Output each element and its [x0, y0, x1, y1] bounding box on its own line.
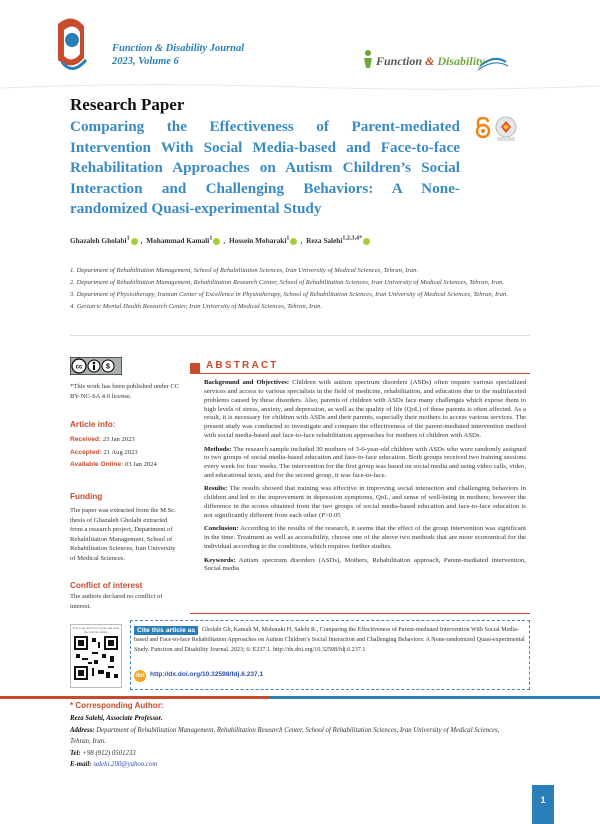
conflict-heading: Conflict of interest	[70, 581, 143, 590]
paper-type: Research Paper	[70, 95, 185, 114]
online-date: Available Online: 03 Jan 2024	[70, 461, 157, 468]
orcid-icon[interactable]	[213, 238, 220, 245]
affiliations	[70, 266, 530, 314]
author-list: Ghazaleh Gholabi$^1$ , Mohammad Kamali$^1$ , Hossein Mobaraki$^1$ , Reza Salehi$^{1,2,3,4*}$	[70, 236, 530, 245]
affiliation-item: 2. Department of Rehabilitation Management, Rehabilitation Research Center, School of Rehabilitation Sciences, Iran University of Medical Sciences, Tehran, Iran.	[70, 279, 505, 286]
orcid-icon[interactable]	[290, 238, 297, 245]
orcid-icon[interactable]	[363, 238, 370, 245]
corresponding-name: Reza Salehi, Associate Professor.	[70, 715, 163, 722]
abstract-background: Background and Objectives: Children with autism spectrum disorders (ASDs) often require various specialized services and access to various specialists in the field of medicine, rehabilitation, and education due to the multifaceted problems caused by these disorders. Also, parents of children with ASDs face many challenges which expose them to high levels of stress, anxiety, and depression, as well as the quality of life (QoL) of these parents is often affected. As a result, it is necessary for children with ASDs and their parents, especially their mothers to access various services. The present study was conducted to investigate and compare the effectiveness of the parent-mediated intervention method with social media-based and face-to-face rehabilitation approaches for mothers of children with ASDs.	[204, 379, 527, 440]
received-date: Received: 23 Jan 2023	[70, 436, 135, 443]
email-link[interactable]: salehi.200@yahoo.com	[93, 761, 158, 768]
author-name[interactable]: Mohammad Kamali$^1$	[146, 236, 213, 246]
svg-text:cc: cc	[75, 364, 83, 371]
affiliation-item: 1. Department of Rehabilitation Management, School of Rehabilitation Sciences, Iran University of Medical Sciences, Tehran, Iran.	[70, 267, 419, 274]
page-number: 1	[532, 785, 554, 824]
open-access-icon	[474, 117, 492, 139]
abstract-keywords: Keywords: Autism spectrum disorders (ASDs), Mothers, Rehabilitation approach, Parent-mediated intervention, Social media	[204, 556, 526, 573]
funding-text: The paper was extracted from the M.Sc. thesis of Ghazaleh Gholabi extracted from a research project, Department of Rehabilitation Management, School of Rehabilitation Sciences, Iran University of Medical Sciences.	[70, 507, 176, 562]
license-text: *This work has been published under CC BY-NC-SA 4.0 license.	[70, 383, 180, 400]
funding-heading: Funding	[70, 492, 103, 501]
qr-caption: Use your device to scan and read the article online	[72, 626, 120, 634]
author-name[interactable]: Reza Salehi$^{1,2,3,4*}$	[306, 236, 363, 246]
corresponding-details	[70, 713, 510, 771]
abstract-body	[204, 379, 526, 579]
author-name[interactable]: Hossein Mobaraki$^1$	[229, 236, 290, 246]
orcid-icon[interactable]	[131, 238, 138, 245]
section-divider	[70, 335, 530, 336]
svg-text:$: $	[106, 363, 110, 371]
paper-title: Comparing the Effectiveness of Parent-mediated Intervention With Social Media-based and Face-to-face Rehabilitation Approaches on Autism Children’s Social Interaction and Challenging Behaviors: A None-randomized Quasi-experimental Study	[70, 118, 460, 218]
cite-text[interactable]: Gholabi Gh, Kamali M, Mobaraki H, Salehi R., Comparing the Effectiveness of Parent-mediated Intervention With Social Media-based and Face-to-face Rehabilitation Approaches on Autism Children’s Social Interaction and Challenging Behaviors: A None-randomized Quasi-experimental Study. Function and Disability Journal. 2023; 6: E237.1. http://dx.doi.org/10.32598/fdj.6.237.1	[134, 627, 525, 653]
corresponding-tel: Tel: +98 (912) 0501233	[70, 749, 136, 757]
crossmark-icon[interactable]	[494, 116, 518, 142]
abstract-heading: ABSTRACT	[206, 360, 279, 371]
cc-license-badge-icon[interactable]	[70, 357, 122, 375]
author-name[interactable]: Ghazaleh Gholabi$^1$	[70, 236, 130, 246]
doi-link[interactable]: http://dx.doi.org/10.32598/fdj.6.237.1	[150, 671, 264, 678]
abstract-methods: Methods: The research sample included 30 mothers of 3-6-year-old children with ASDs who were randomly assigned to two groups of social media-based education and face-to-face education. Both groups received two training sessions every week for four weeks. The intervention for the first group was based on social media and using video calls, video, and educational texts, and for the second group, it was face-to-face.	[204, 445, 526, 480]
brand-word-disability: Disability	[437, 54, 485, 68]
journal-logo-icon	[44, 14, 100, 76]
article-info-heading: Article info:	[70, 420, 116, 429]
journal-title	[112, 42, 244, 68]
corresponding-heading: * Corresponding Author:	[70, 701, 164, 710]
accepted-date: Accepted: 21 Aug 2023	[70, 448, 138, 456]
header-wave-divider	[0, 80, 600, 94]
brand-amp: &	[425, 54, 435, 68]
brand-word-function: Function	[376, 54, 423, 68]
doi-icon: doi	[134, 670, 146, 682]
affiliation-item: 4. Geriatric Mental Health Research Center, Iran University of Medical Sciences, Tehran, Iran.	[70, 303, 323, 310]
conflict-text: The authors declared no conflict of interest.	[70, 593, 163, 610]
abstract-results: Results: The results showed that training was effective in improving social interaction and challenging behaviors in children and led to the improvement in depression symptoms, QoL, and sense of well-being in mothers; however the difference in the scores obtained from the two groups of social media-based education and face-to-face education is not significantly different from each other (P>0.05	[204, 485, 526, 519]
qr-code-box[interactable]	[70, 624, 122, 688]
brand-text	[376, 54, 485, 69]
journal-name: Function & Disability Journal	[112, 43, 245, 54]
journal-issue: 2023, Volume 6	[112, 56, 179, 67]
footer-rule	[0, 696, 600, 699]
article-dates	[70, 434, 157, 472]
affiliation-item: 3. Department of Physiotherapy, Iranian Center of Excellence in Physiotherapy, School of Rehabilitation Sciences, Iran University of Medical Sciences, Tehran, Iran.	[70, 291, 508, 298]
abstract-conclusion: Conclusion: According to the results of the research, it seems that the effect of the group intervention was significant in the time. Treatment as well as accessibility, choose one of the above two methods that are more economical for the individual according to the conditions, which requires further studies.	[204, 525, 526, 551]
qr-code-icon[interactable]	[74, 636, 118, 680]
abstract-marker-icon	[190, 363, 200, 373]
corresponding-email: E-mail: salehi.200@yahoo.com	[70, 761, 158, 768]
corresponding-address: Address: Department of Rehabilitation Management, Rehabilitation Research Center, School of Rehabilitation Sciences, Iran University of Medical Sciences, Tehran, Iran.	[70, 726, 500, 745]
brand-logo	[360, 46, 508, 72]
cite-label: Cite this article as	[134, 626, 198, 635]
